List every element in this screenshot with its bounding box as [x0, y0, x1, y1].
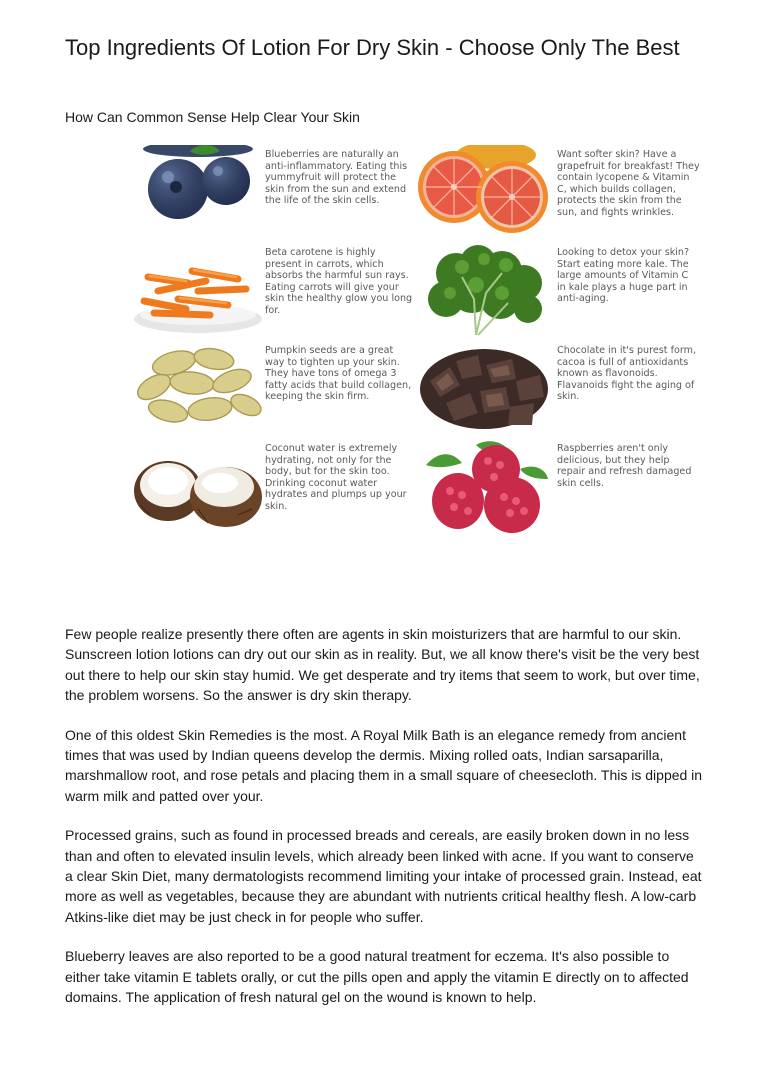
infographic-item-pumpkin-seeds: [128, 341, 414, 439]
infographic-caption: Pumpkin seeds are a great way to tighten up your skin. They have tons of omega 3 fatty acids that build collagen, keeping the skin firm.: [265, 345, 412, 403]
blueberries-image: [128, 145, 266, 241]
body-paragraph: One of this oldest Skin Remedies is the most. A Royal Milk Bath is an elegance remedy from ancient times that was used by Indian queens develop the dermis. Mixing rolled oats, Indian sarsaparilla, marshmallow root, and rose petals and placing them in a small square of cheesecloth. This is dipped in warm milk and patted over your.: [65, 726, 703, 804]
coconut-image: [128, 439, 266, 535]
infographic-item-grapefruit: [414, 145, 700, 243]
kale-image: [416, 243, 554, 339]
infographic-item-coconut: [128, 439, 414, 537]
page-subtitle: How Can Common Sense Help Clear Your Skin: [65, 109, 360, 125]
body-paragraph: Blueberry leaves are also reported to be a good natural treatment for eczema. It's also possible to either take vitamin E tablets orally, or cut the pills open and apply the vitamin E directly on to affected domains. The application of fresh natural gel on the wound is known to help.: [65, 948, 689, 1006]
infographic-item-chocolate: [414, 341, 700, 439]
carrots-image: [128, 243, 266, 339]
raspberries-image: [416, 439, 554, 535]
infographic-item-blueberries: [128, 145, 414, 243]
page-title: Top Ingredients Of Lotion For Dry Skin - Choose Only The Best: [65, 35, 680, 60]
infographic-caption: Coconut water is extremely hydrating, not only for the body, but for the skin too. Drinking coconut water hydrates and plumps up your skin.: [265, 443, 407, 512]
infographic-caption: Chocolate in it's purest form, cacoa is full of antioxidants known as flavonoids. Flavanoids fight the aging of skin.: [557, 345, 696, 403]
infographic-item-kale: [414, 243, 700, 341]
article-body: [65, 624, 705, 1027]
chocolate-image: [416, 341, 554, 437]
grapefruit-image: [416, 145, 554, 241]
skin-foods-infographic: [128, 145, 700, 537]
infographic-item-raspberries: [414, 439, 700, 537]
body-paragraph: Processed grains, such as found in processed breads and cereals, are easily broken down in no less than and often to elevated insulin levels, which already been linked with acne. If you want to conserve a clear Skin Diet, many dermatologists recommend limiting your intake of processed grain. Instead, eat more as well as vegetables, because they are abundant with nutrients critical healthy flesh. A low-carb Atkins-like diet may be just check in for people who suffer.: [65, 827, 702, 925]
infographic-item-carrots: [128, 243, 414, 341]
infographic-caption: Looking to detox your skin? Start eating more kale. The large amounts of Vitamin C in kale plays a huge part in anti-aging.: [557, 247, 690, 305]
infographic-caption: Blueberries are naturally an anti-inflammatory. Eating this yummyfruit will protect the skin from the sun and extend the life of the skin cells.: [265, 149, 408, 207]
infographic-caption: Raspberries aren't only delicious, but they help repair and refresh damaged skin cells.: [557, 443, 692, 489]
infographic-caption: Want softer skin? Have a grapefruit for breakfast! They contain lycopene & Vitamin C, which builds collagen, protects the skin from the sun, and fights wrinkles.: [557, 149, 700, 218]
body-paragraph: Few people realize presently there often are agents in skin moisturizers that are harmful to our skin. Sunscreen lotion lotions can dry out our skin as in reality. But, we all know there's visit be the very best out there to help our skin stay humid. We get desperate and try items that seem to work, but over time, the problem worsens. So the answer is dry skin therapy.: [65, 626, 700, 704]
pumpkin-seeds-image: [128, 341, 266, 437]
infographic-caption: Beta carotene is highly present in carrots, which absorbs the harmful sun rays. Eating carrots will give your skin the healthy glow you long for.: [265, 247, 413, 316]
